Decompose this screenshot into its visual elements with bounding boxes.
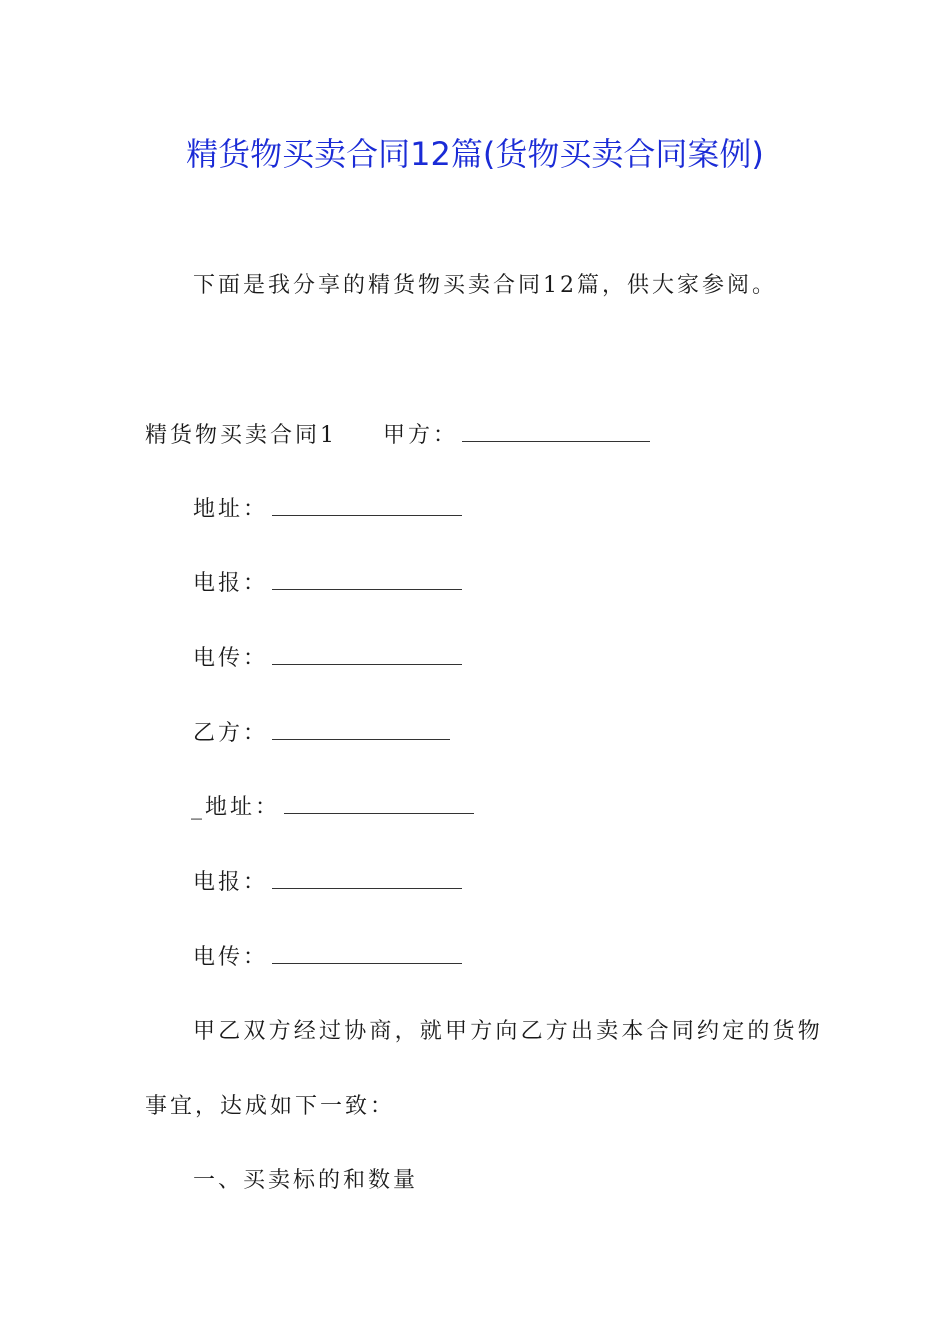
agreement-line-2: 事宜，达成如下一致： (145, 1094, 396, 1119)
telegram-b-row (193, 867, 462, 899)
party-b-label: 乙方： (193, 721, 269, 746)
fax-a-blank (272, 646, 462, 665)
fax-b-label: 电传： (193, 945, 269, 970)
agreement-line-1: 甲乙双方经过协商，就甲方向乙方出卖本合同约定的货物 (193, 1019, 824, 1044)
telegram-b-label: 电报： (193, 870, 269, 895)
intro-paragraph: 下面是我分享的精货物买卖合同12篇，供大家参阅。 (193, 273, 777, 298)
address-b-blank (284, 795, 474, 814)
address-a-blank (272, 497, 462, 516)
party-b-row (193, 718, 450, 750)
document-title: 精货物买卖合同12篇(货物买卖合同案例) (186, 135, 764, 173)
party-a-label: 甲方： (383, 423, 459, 448)
address-a-row (193, 494, 462, 526)
address-b-label: _地址： (191, 795, 281, 820)
fax-a-label: 电传： (193, 646, 269, 671)
fax-a-row (193, 643, 462, 675)
party-b-blank (272, 721, 450, 740)
telegram-b-blank (272, 870, 462, 889)
contract-heading: 精货物买卖合同1 (145, 423, 337, 448)
address-a-label: 地址： (193, 497, 269, 522)
telegram-a-row (193, 568, 462, 600)
section-heading-1: 一、买卖标的和数量 (193, 1168, 419, 1193)
contract-heading-row (145, 420, 650, 452)
fax-b-row (193, 942, 462, 974)
telegram-a-blank (272, 571, 462, 590)
address-b-row (191, 792, 474, 824)
fax-b-blank (272, 945, 462, 964)
party-a-blank (462, 423, 650, 442)
telegram-a-label: 电报： (193, 571, 269, 596)
